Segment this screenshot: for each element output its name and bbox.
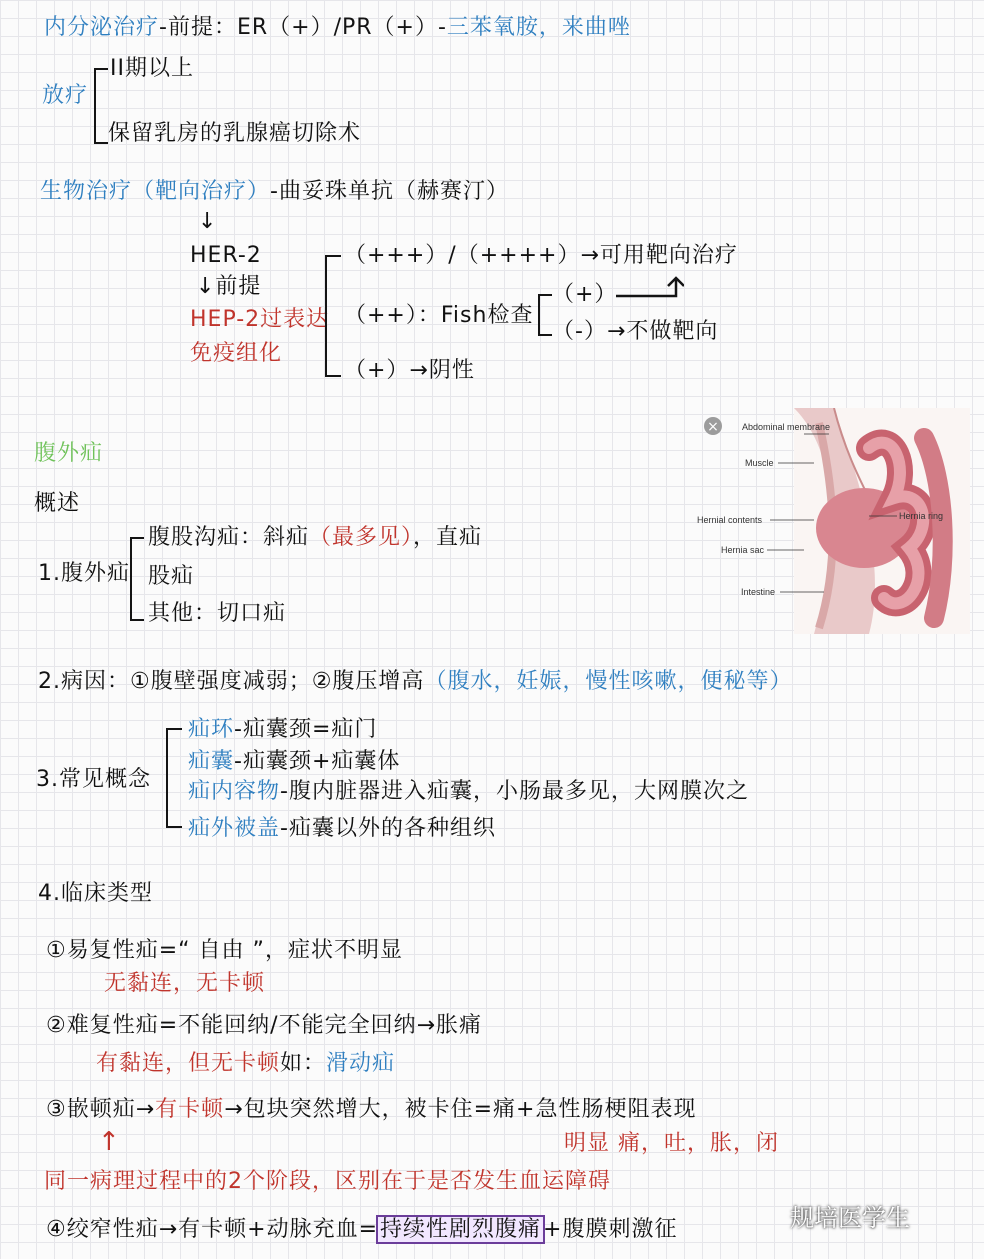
- concept-item: [188, 716, 377, 744]
- section-1-item-a: [148, 524, 482, 552]
- branch-positive-strong: （+++）/（++++）→可用靶向治疗: [344, 243, 738, 268]
- type-incarcerated: [46, 1096, 697, 1124]
- concept-item: [188, 815, 496, 843]
- section-3-bracket: [166, 728, 182, 828]
- concept-desc: -疝囊颈=疝门: [234, 717, 378, 742]
- peritoneal-signs: +腹膜刺激征: [543, 1217, 678, 1242]
- her2-bracket: [325, 255, 341, 377]
- inguinal-hernia: 腹股沟疝：斜疝: [148, 525, 310, 550]
- up-arrow-icon: ↑: [98, 1127, 120, 1157]
- watermark: 规培医学生: [790, 1204, 910, 1232]
- concept-term: 疝环: [188, 717, 235, 742]
- concept-desc: -疝囊以外的各种组织: [280, 816, 496, 841]
- branch-negative: （+）→阴性: [344, 358, 475, 383]
- up-arrow-icon: [614, 276, 684, 300]
- incarcerated-desc: →包块突然增大，被卡住=痛+急性肠梗阻表现: [224, 1097, 697, 1122]
- branch-fish: （++）：Fish检查: [344, 303, 534, 328]
- section-1-item-b: 股疝: [148, 564, 195, 589]
- endocrine-label: 内分泌治疗: [44, 15, 160, 40]
- biologic-line: [40, 178, 509, 206]
- type-irreducible-note: [96, 1050, 395, 1078]
- biologic-drug: -曲妥珠单抗（赫赛汀）: [270, 179, 509, 204]
- endocrine-drugs: 三苯氧胺，来曲唑: [446, 15, 631, 40]
- label-intestine: Intestine: [741, 587, 776, 597]
- radiation-item-1: II期以上: [110, 56, 194, 81]
- section-1-label: 1.腹外疝: [38, 561, 130, 586]
- section-1-bracket: [130, 537, 144, 621]
- strangulated-label: ④绞窄性疝→有卡顿+动脉充血=: [46, 1217, 379, 1242]
- label-muscle: Muscle: [745, 458, 774, 468]
- severe-pain-highlight: 持续性剧烈腹痛: [380, 1217, 542, 1242]
- concept-item: [188, 778, 749, 806]
- type-strangulated: [46, 1216, 677, 1244]
- concept-term: 疝囊: [188, 749, 235, 774]
- overview-heading: 概述: [34, 491, 81, 516]
- section-2-examples: （腹水，妊娠，慢性咳嗽，便秘等）: [424, 669, 793, 694]
- endocrine-premise: -前提：ER（+）/PR（+）-: [159, 15, 447, 40]
- type-irreducible: ②难复性疝=不能回纳/不能完全回纳→胀痛: [46, 1013, 483, 1038]
- biologic-label: 生物治疗（靶向治疗）: [40, 179, 271, 204]
- fish-bracket: [538, 294, 552, 336]
- section-2-line: [38, 668, 792, 696]
- section-2-cause: 2.病因：①腹壁强度减弱；②腹压增高: [38, 669, 425, 694]
- adhesion-note: 有黏连，但无卡顿: [96, 1051, 281, 1076]
- radiation-bracket: [94, 68, 108, 144]
- concept-term: 疝外被盖: [188, 816, 281, 841]
- fish-negative: （-）→不做靶向: [552, 319, 719, 344]
- label-sac: Hernia sac: [721, 545, 765, 555]
- fish-positive: （+）: [552, 282, 618, 307]
- section-3-label: 3.常见概念: [36, 767, 151, 792]
- hernia-diagram: [694, 408, 970, 634]
- down-arrow-icon: ↓: [198, 209, 217, 234]
- her2-overexpression: HEP-2过表达: [190, 307, 330, 332]
- concept-item: [188, 748, 400, 776]
- close-icon: ×: [707, 419, 719, 435]
- type-reducible-note: 无黏连，无卡顿: [104, 971, 266, 996]
- example-prefix: 如：: [280, 1051, 327, 1076]
- immunohistochemistry: 免疫组化: [190, 341, 283, 366]
- incarcerated-stuck: 有卡顿: [155, 1097, 225, 1122]
- concept-desc: -疝囊颈+疝囊体: [234, 749, 401, 774]
- direct-hernia: ，直疝: [413, 525, 483, 550]
- concept-desc: -腹内脏器进入疝囊，小肠最多见，大网膜次之: [280, 779, 749, 804]
- her2-label: HER-2: [190, 243, 262, 268]
- concept-term: 疝内容物: [188, 779, 281, 804]
- incarcerated-label: ③嵌顿疝→: [46, 1097, 156, 1122]
- radiation-label: 放疗: [42, 83, 89, 108]
- incarcerated-symptoms: 明显 痛，吐，胀，闭: [564, 1131, 779, 1156]
- endocrine-line: [44, 14, 631, 42]
- label-ring: Hernia ring: [899, 511, 944, 521]
- label-abdominal: Abdominal membrane: [742, 422, 831, 432]
- most-common-note: （最多见）: [309, 525, 414, 550]
- stage-note: 同一病理过程中的2个阶段，区别在于是否发生血运障碍: [44, 1169, 611, 1194]
- type-reducible: ①易复性疝=“ 自由 ”，症状不明显: [46, 938, 403, 963]
- section-4-label: 4.临床类型: [38, 881, 153, 906]
- sliding-hernia: 滑动疝: [326, 1051, 396, 1076]
- section-1-item-c: 其他：切口疝: [148, 601, 287, 626]
- label-contents: Hernial contents: [697, 515, 763, 525]
- hernia-title: 腹外疝: [34, 441, 104, 466]
- radiation-item-2: 保留乳房的乳腺癌切除术: [108, 121, 362, 146]
- her2-premise: ↓前提: [196, 274, 262, 299]
